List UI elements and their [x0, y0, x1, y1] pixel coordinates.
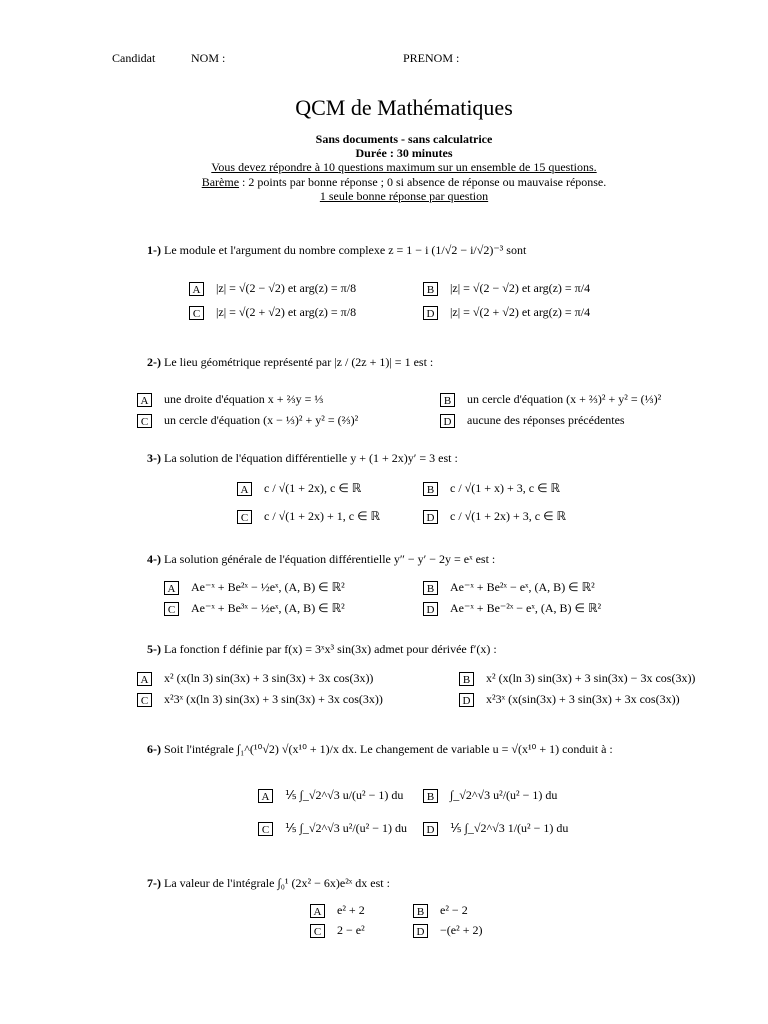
- option-letter-box: D: [459, 693, 474, 707]
- option-letter-box: C: [164, 602, 179, 616]
- intro-line1: Sans documents - sans calculatrice: [315, 132, 493, 146]
- option-text: x²3ˣ (x(sin(3x) + 3 sin(3x) + 3x cos(3x)): [486, 692, 680, 706]
- q5-option-d[interactable]: [459, 692, 680, 707]
- bareme-text: : 2 points par bonne réponse ; 0 si absence de réponse ou mauvaise réponse.: [239, 175, 607, 189]
- option-letter-box: D: [413, 924, 428, 938]
- question-4: [147, 552, 495, 567]
- option-text: e² + 2: [337, 903, 365, 917]
- question-number: 7-): [147, 876, 161, 890]
- option-letter-box: C: [137, 693, 152, 707]
- option-letter-box: D: [440, 414, 455, 428]
- q6-option-d[interactable]: [423, 821, 568, 836]
- q4-option-d[interactable]: [423, 601, 601, 616]
- q1-option-c[interactable]: [189, 305, 356, 320]
- q1-option-b[interactable]: [423, 281, 590, 296]
- intro-line3-text: Vous devez répondre à 10 questions maximum sur un ensemble de 15 questions.: [211, 160, 597, 174]
- option-letter-box: A: [258, 789, 273, 803]
- question-text: La fonction f définie par f(x) = 3ˣx³ sin(3x) admet pour dérivée f′(x) :: [164, 642, 497, 656]
- option-text: Ae⁻ˣ + Be²ˣ − eˣ, (A, B) ∈ ℝ²: [450, 580, 595, 594]
- option-letter-box: C: [258, 822, 273, 836]
- option-letter-box: B: [423, 581, 438, 595]
- q3-option-b[interactable]: [423, 481, 560, 496]
- question-5: [147, 642, 497, 657]
- option-text: ∫_√2^√3 u²/(u² − 1) du: [450, 788, 558, 802]
- q2-option-c[interactable]: [137, 413, 358, 428]
- q4-option-a[interactable]: [164, 580, 345, 595]
- question-number: 4-): [147, 552, 161, 566]
- option-letter-box: B: [423, 482, 438, 496]
- question-number: 1-): [147, 243, 161, 257]
- candidat-label: Candidat: [112, 51, 156, 65]
- q6-option-a[interactable]: [258, 788, 403, 803]
- question-1: [147, 243, 526, 258]
- question-text: Le lieu géométrique représenté par |z / (2z + 1)| = 1 est :: [164, 355, 434, 369]
- option-letter-box: B: [440, 393, 455, 407]
- option-text: −(e² + 2): [440, 923, 483, 937]
- intro-line3: [0, 160, 768, 175]
- q4-option-b[interactable]: [423, 580, 595, 595]
- bareme-label: Barème: [201, 175, 240, 189]
- page-title: QCM de Mathématiques: [295, 95, 513, 120]
- option-letter-box: D: [423, 822, 438, 836]
- q6-option-c[interactable]: [258, 821, 407, 836]
- option-text: un cercle d'équation (x + ⅔)² + y² = (⅓)²: [467, 392, 662, 406]
- option-letter-box: B: [459, 672, 474, 686]
- q5-option-c[interactable]: [137, 692, 383, 707]
- q7-option-a[interactable]: [310, 903, 365, 918]
- option-letter-box: C: [137, 414, 152, 428]
- option-letter-box: C: [310, 924, 325, 938]
- q3-option-c[interactable]: [237, 509, 380, 524]
- q7-option-b[interactable]: [413, 903, 468, 918]
- option-letter-box: B: [413, 904, 428, 918]
- q2-option-d[interactable]: [440, 413, 625, 428]
- option-text: une droite d'équation x + ⅔y = ⅓: [164, 392, 324, 406]
- option-letter-box: B: [423, 282, 438, 296]
- question-text: Le module et l'argument du nombre complexe z = 1 − i (1/√2 − i/√2)⁻³ sont: [164, 243, 527, 257]
- option-letter-box: A: [137, 393, 152, 407]
- nom-label: NOM :: [191, 51, 226, 65]
- intro-line4: [0, 175, 768, 190]
- option-letter-box: D: [423, 510, 438, 524]
- option-letter-box: C: [189, 306, 204, 320]
- option-text: x² (x(ln 3) sin(3x) + 3 sin(3x) + 3x cos(3x)): [164, 671, 374, 685]
- question-text: Soit l'intégrale ∫₁^(¹⁰√2) √(x¹⁰ + 1)/x dx. Le changement de variable u = √(x¹⁰ + 1) conduit à :: [164, 742, 613, 756]
- intro-line2: Durée : 30 minutes: [355, 146, 453, 160]
- q6-option-b[interactable]: [423, 788, 557, 803]
- question-6: [147, 742, 613, 757]
- option-text: Ae⁻ˣ + Be³ˣ − ½eˣ, (A, B) ∈ ℝ²: [191, 601, 345, 615]
- question-number: 2-): [147, 355, 161, 369]
- option-text: c / √(1 + 2x) + 1, c ∈ ℝ: [264, 509, 381, 523]
- option-text: x²3ˣ (x(ln 3) sin(3x) + 3 sin(3x) + 3x cos(3x)): [164, 692, 383, 706]
- intro-line5: [0, 189, 768, 204]
- q2-option-a[interactable]: [137, 392, 323, 407]
- question-2: [147, 355, 433, 370]
- option-letter-box: A: [164, 581, 179, 595]
- option-letter-box: C: [237, 510, 252, 524]
- option-text: Ae⁻ˣ + Be²ˣ − ½eˣ, (A, B) ∈ ℝ²: [191, 580, 345, 594]
- q5-option-a[interactable]: [137, 671, 373, 686]
- option-text: |z| = √(2 + √2) et arg(z) = π/8: [216, 305, 357, 319]
- q7-option-c[interactable]: [310, 923, 365, 938]
- option-text: e² − 2: [440, 903, 468, 917]
- option-text: ⅕ ∫_√2^√3 u²/(u² − 1) du: [285, 821, 408, 835]
- q2-option-b[interactable]: [440, 392, 661, 407]
- option-letter-box: B: [423, 789, 438, 803]
- option-text: aucune des réponses précédentes: [467, 413, 625, 427]
- question-text: La valeur de l'intégrale ∫₀¹ (2x² − 6x)e²ˣ dx est :: [164, 876, 390, 890]
- question-number: 3-): [147, 451, 161, 465]
- question-3: [147, 451, 458, 466]
- question-text: La solution générale de l'équation différentielle y″ − y′ − 2y = eˣ est :: [164, 552, 496, 566]
- prenom-label: PRENOM :: [403, 51, 460, 65]
- option-text: c / √(1 + x) + 3, c ∈ ℝ: [450, 481, 561, 495]
- option-letter-box: D: [423, 306, 438, 320]
- question-number: 5-): [147, 642, 161, 656]
- question-7: [147, 876, 390, 891]
- q1-option-a[interactable]: [189, 281, 356, 296]
- option-text: ⅕ ∫_√2^√3 u/(u² − 1) du: [285, 788, 404, 802]
- intro-line5-text: 1 seule bonne réponse par question: [319, 189, 489, 203]
- option-text: ⅕ ∫_√2^√3 1/(u² − 1) du: [450, 821, 569, 835]
- option-text: |z| = √(2 + √2) et arg(z) = π/4: [450, 305, 591, 319]
- option-text: un cercle d'équation (x − ⅓)² + y² = (⅔)²: [164, 413, 359, 427]
- option-text: |z| = √(2 − √2) et arg(z) = π/4: [450, 281, 591, 295]
- option-letter-box: D: [423, 602, 438, 616]
- q3-option-d[interactable]: [423, 509, 566, 524]
- q5-option-b[interactable]: [459, 671, 695, 686]
- option-text: c / √(1 + 2x) + 3, c ∈ ℝ: [450, 509, 567, 523]
- q7-option-d[interactable]: [413, 923, 482, 938]
- option-letter-box: A: [237, 482, 252, 496]
- q1-option-d[interactable]: [423, 305, 590, 320]
- question-text: La solution de l'équation différentielle y + (1 + 2x)y′ = 3 est :: [164, 451, 458, 465]
- option-text: |z| = √(2 − √2) et arg(z) = π/8: [216, 281, 357, 295]
- option-text: 2 − e²: [337, 923, 365, 937]
- option-text: c / √(1 + 2x), c ∈ ℝ: [264, 481, 362, 495]
- option-text: x² (x(ln 3) sin(3x) + 3 sin(3x) − 3x cos(3x)): [486, 671, 696, 685]
- question-number: 6-): [147, 742, 161, 756]
- option-letter-box: A: [189, 282, 204, 296]
- option-letter-box: A: [137, 672, 152, 686]
- option-letter-box: A: [310, 904, 325, 918]
- q3-option-a[interactable]: [237, 481, 361, 496]
- option-text: Ae⁻ˣ + Be⁻²ˣ − eˣ, (A, B) ∈ ℝ²: [450, 601, 602, 615]
- q4-option-c[interactable]: [164, 601, 345, 616]
